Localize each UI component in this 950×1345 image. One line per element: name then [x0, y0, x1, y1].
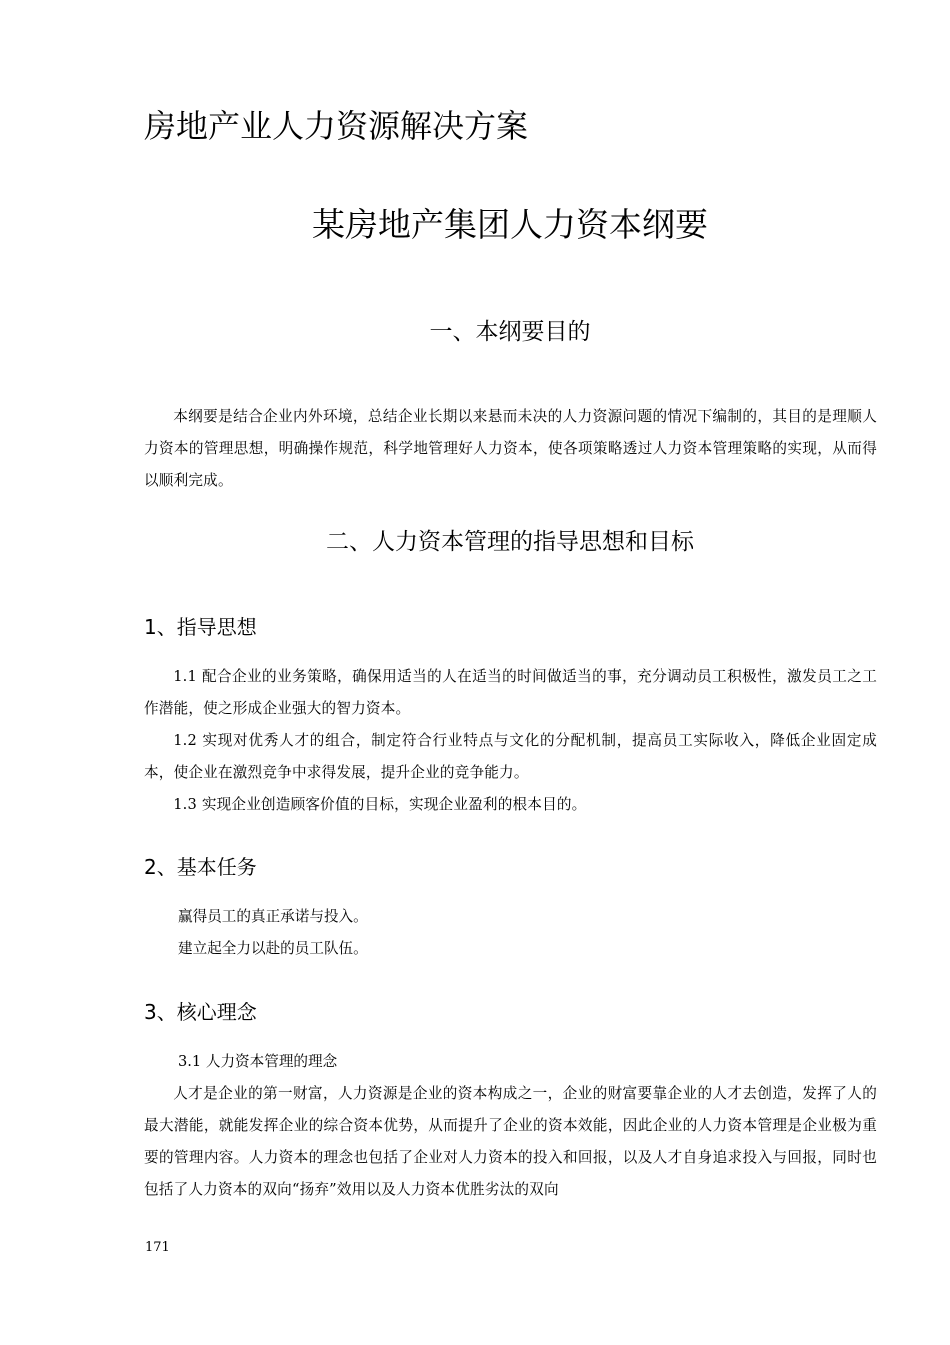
subheading-basic-tasks: 2、基本任务	[144, 855, 257, 879]
list-item-1-2: 1.2 实现对优秀人才的组合，制定符合行业特点与文化的分配机制，提高员工实际收入，降低企业固定成本，使企业在激烈竞争中求得发展，提升企业的竞争能力。	[144, 732, 877, 781]
list-item-1-1: 1.1 配合企业的业务策略，确保用适当的人在适当的时间做适当的事，充分调动员工积极性，激发员工之工作潜能，使之形成企业强大的智力资本。	[144, 668, 877, 717]
section-heading-purpose: 一、本纲要目的	[429, 319, 591, 345]
task-item-1: 赢得员工的真正承诺与投入。	[178, 908, 368, 925]
list-item-1-3: 1.3 实现企业创造顾客价值的目标，实现企业盈利的根本目的。	[173, 796, 587, 813]
paragraph-core-concept: 人才是企业的第一财富，人力资源是企业的资本构成之一，企业的财富要靠企业的人才去创造，发挥了人的最大潜能，就能发挥企业的综合资本优势，从而提升了企业的资本效能，因此企业的人力资本管理是企业极为重要的管理内容。人力资本的理念也包括了企业对人力资本的投入和回报，以及人才自身追求投入与回报，同时也包括了人力资本的双向“扬弃”效用以及人力资本优胜劣汰的双向	[144, 1085, 877, 1198]
page-number: 171	[145, 1240, 170, 1255]
document-title: 房地产业人力资源解决方案	[144, 107, 529, 145]
main-title: 某房地产集团人力资本纲要	[312, 205, 708, 244]
subsection-3-1-title: 3.1 人力资本管理的理念	[178, 1053, 338, 1070]
task-item-2: 建立起全力以赴的员工队伍。	[178, 940, 368, 957]
subheading-core-concept: 3、核心理念	[144, 1000, 257, 1024]
paragraph-purpose: 本纲要是结合企业内外环境，总结企业长期以来悬而未决的人力资源问题的情况下编制的，其目的是理顺人力资本的管理思想，明确操作规范，科学地管理好人力资本，使各项策略透过人力资本管理策略的实现，从而得以顺利完成。	[144, 408, 877, 489]
subheading-guiding-thought: 1、指导思想	[144, 615, 257, 639]
section-heading-guiding-ideas: 二、人力资本管理的指导思想和目标	[326, 529, 694, 555]
